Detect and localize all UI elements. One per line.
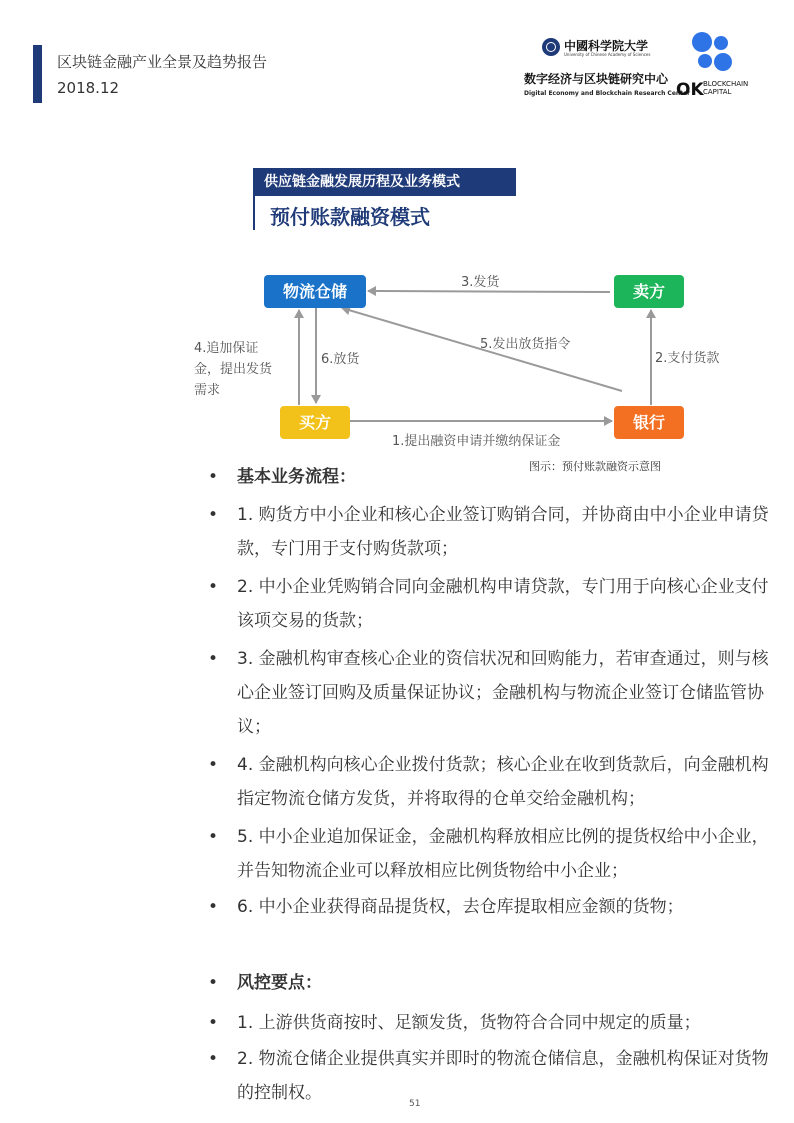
list-item — [200, 570, 775, 638]
list-item-text: 1. 购货方中小企业和核心企业签订购销合同，并协商由中小企业申请贷款，专门用于支付购货款项； — [237, 505, 769, 559]
logo-dot-icon — [714, 36, 728, 50]
list-item-text: 4. 金融机构向核心企业拨付货款；核心企业在收到货款后，向金融机构指定物流仓储方发货，并将取得的仓单交给金融机构； — [237, 755, 769, 809]
bullet-icon: • — [208, 973, 219, 993]
list-item-text: 基本业务流程： — [237, 467, 356, 487]
ok-sub-line-1: BLOCKCHAIN — [703, 80, 749, 88]
edge-2-label: 2.支付货款 — [655, 351, 720, 366]
bullet-icon: • — [208, 897, 219, 917]
list-item-text: 2. 物流仓储企业提供真实并即时的物流仓储信息，金融机构保证对货物的控制权。 — [237, 1049, 769, 1103]
page-number: 51 — [409, 1099, 421, 1109]
list-item-text: 风控要点： — [237, 973, 322, 993]
edge-1-label: 1.提出融资申请并缴纳保证金 — [392, 434, 561, 449]
okb-capital-logo — [676, 30, 766, 102]
section-subheading: 预付账款融资模式 — [270, 205, 430, 229]
diagram-caption: 图示：预付账款融资示意图 — [529, 460, 661, 473]
ok-logo-sub — [703, 80, 748, 96]
header-accent-bar — [33, 45, 42, 103]
bullet-icon: • — [208, 755, 219, 775]
edge-4-label-line-1: 4.追加保证 — [194, 341, 259, 356]
edge-3-arrow — [368, 291, 610, 292]
research-center-name: 数字经济与区块链研究中心 — [524, 72, 669, 86]
logo-dot-icon — [692, 32, 712, 52]
report-title: 区块链金融产业全景及趋势报告 — [57, 53, 268, 71]
ok-logo-text: OK — [676, 80, 704, 100]
edge-3-label: 3.发货 — [461, 275, 500, 290]
section-heading: 供应链金融发展历程及业务模式 — [253, 168, 516, 196]
bullet-icon: • — [208, 827, 219, 847]
section-heading-rule — [253, 196, 255, 230]
prepayment-financing-diagram — [180, 260, 740, 470]
bullet-icon: • — [208, 467, 219, 487]
node-bank: 银行 — [614, 406, 684, 439]
ucas-seal-icon — [542, 38, 560, 56]
list-item-text: 1. 上游供货商按时、足额发货，货物符合合同中规定的质量； — [237, 1013, 701, 1033]
node-logistics: 物流仓储 — [264, 275, 366, 308]
edge-4-label — [194, 338, 272, 401]
bullet-icon: • — [208, 1049, 219, 1069]
bullet-icon: • — [208, 649, 219, 669]
list-item-text: 5. 中小企业追加保证金，金融机构释放相应比例的提货权给中小企业，并告知物流企业可以释放相应比例货物给中小企业； — [237, 827, 769, 881]
edge-5-label: 5.发出放货指令 — [480, 337, 571, 352]
edge-4-label-line-2: 金，提出发货 — [194, 362, 273, 377]
list-item-text: 3. 金融机构审查核心企业的资信状况和回购能力，若审查通过，则与核心企业签订回购及质量保证协议；金融机构与物流企业签订仓储监管协议； — [237, 649, 769, 737]
ucas-sub: University of Chinese Academy of Sciences — [564, 52, 651, 57]
bullet-icon: • — [208, 505, 219, 525]
list-item — [200, 748, 775, 816]
ucas-name: 中國科学院大学 — [564, 39, 649, 53]
list-item-text: 6. 中小企业获得商品提货权，去仓库提取相应金额的货物； — [237, 897, 684, 917]
edge-6-label: 6.放货 — [321, 352, 360, 367]
list-item — [200, 460, 775, 494]
report-date: 2018.12 — [57, 79, 120, 97]
research-center-en: Digital Economy and Blockchain Research Center — [524, 90, 691, 97]
list-item — [200, 1006, 775, 1040]
ok-sub-line-2: CAPITAL — [703, 88, 732, 96]
list-item — [200, 820, 775, 888]
node-seller: 卖方 — [614, 275, 684, 308]
list-item — [200, 642, 775, 744]
bullet-icon: • — [208, 1013, 219, 1033]
list-item — [200, 890, 775, 924]
logo-dot-icon — [714, 53, 732, 71]
logo-dot-icon — [698, 54, 712, 68]
node-buyer: 买方 — [280, 406, 350, 439]
edge-4-label-line-3: 需求 — [194, 383, 221, 398]
bullet-icon: • — [208, 577, 219, 597]
list-item — [200, 1042, 775, 1110]
list-item — [200, 966, 775, 1000]
list-item — [200, 498, 775, 566]
list-item-text: 2. 中小企业凭购销合同向金融机构申请贷款，专门用于向核心企业支付该项交易的货款； — [237, 577, 769, 631]
